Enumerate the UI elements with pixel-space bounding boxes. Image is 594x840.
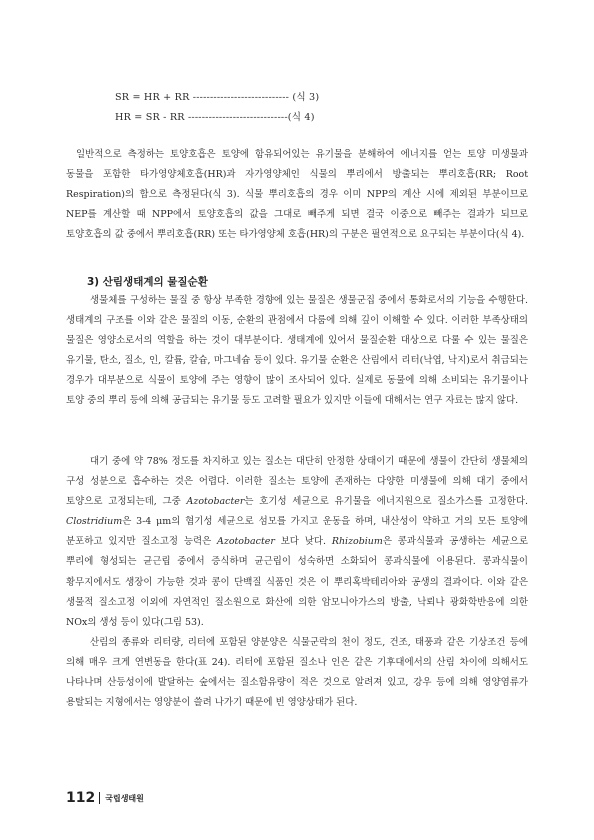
species-name: Rhizobium bbox=[331, 536, 383, 548]
paragraph-material-cycle: 생물체를 구성하는 물질 중 항상 부족한 경향에 있는 물질은 생물군집 중에서 통화로서의 기능을 수행한다. 생태계의 구조를 이와 같은 물질의 이동, 순환의 관점에서 다룸에 의해 깊이 이해할 수 있다. 이러한 부족상태의 물질은 영양소로서의 역할을 하는 것이 대부분이다. 생태계에 있어서 물질순환 대상으로 다룰 수 있는 물질은 유기물, 탄소, 질소, 인, 칼륨, 칼슘, 마그네슘 등이 있다. 유기물 순환은 산림에서 리터(낙엽, 낙지)로서 취급되는 경우가 대부분으로 식물이 토양에 주는 영향이 많이 조사되어 있다. 실제로 동물에 의해 소비되는 유기물이나 토양 중의 뿌리 등에 의해 공급되는 유기물 등도 고려할 필요가 있지만 이들에 대해서는 연구 자료는 많지 않다. bbox=[66, 295, 528, 407]
species-name: Azotobacter bbox=[186, 496, 245, 508]
paragraph-text: 보다 낮다. bbox=[274, 536, 332, 548]
footer-divider bbox=[99, 792, 100, 804]
paragraph-litter: 산림의 종류와 리터량, 리터에 포함된 양분양은 식물군락의 천이 정도, 건조, 태풍과 같은 기상조건 등에 의해 매우 크게 연변동을 한다(표 24). 리터에 포함된 질소나 인은 같은 기후대에서의 산림 차이에 의해서도 나타나며 산등성이에 발달하는 숲에서는 질소함유량이 적은 것으로 알려져 있고, 강우 등에 의해 영양염류가 용탈되는 지형에서는 영양분이 쓸려 나가기 때문에 빈 영양상태가 된다. bbox=[66, 637, 528, 709]
paragraph-soil-respiration: 일반적으로 측정하는 토양호흡은 토양에 함유되어있는 유기물을 분해하여 에너지를 얻는 토양 미생물과 동물을 포함한 타가영양체호흡(HR)과 자가영양체인 식물의 뿌리에서 방출되는 뿌리호흡(RR; Root Respiration)의 합으로 측정된다(식 3). 식물 뿌리호흡의 경우 이미 NPP의 계산 시에 제외된 부분이므로 NEP를 계산할 때 NPP에서 토양호흡의 값을 그대로 빼주게 되면 결국 이중으로 빼주는 결과가 되므로 토양호흡의 값 중에서 뿌리호흡(RR) 또는 타가영양체 호흡(HR)의 구분은 필연적으로 요구되는 부분이다(식 4). bbox=[66, 149, 528, 241]
section-heading: 3) 산림생태계의 물질순환 bbox=[87, 276, 208, 288]
paragraph-text: 는 호기성 세균으로 유기물을 에너지원으로 질소가스를 고정한다. bbox=[244, 496, 528, 508]
species-name: Clostridium bbox=[66, 516, 123, 528]
page-footer bbox=[66, 790, 144, 806]
publisher-name: 국립생태원 bbox=[105, 793, 144, 803]
paragraph-text: 은 콩과식물과 공생하는 세균으로 뿌리에 형성되는 균근립 중에서 증식하며 균근립이 성숙하면 소화되어 콩과식물에 이용된다. 콩과식물이 황무지에서도 생장이 가능한 것과 콩이 단백질 식품인 것은 이 뿌리혹박테리아와 공생의 결과이다. 이와 같은 생물적 질소고정 이외에 자연적인 질소원으로 화산에 의한 암모니아가스의 방출, 낙뢰나 광화학반응에 의한 NOx의 생성 등이 있다(그림 53). bbox=[66, 536, 529, 628]
equation-3: SR = HR + RR ---------------------------- (식 3) bbox=[115, 92, 320, 103]
equation-4: HR = SR - RR -----------------------------(식 4) bbox=[115, 112, 315, 123]
species-name: Azotobacter bbox=[217, 536, 275, 548]
page-number: 112 bbox=[66, 790, 96, 806]
paragraph-text: 은 3-4 μm의 혐기성 세균으로 섬모를 가지고 운동을 하며, 내산성이 약하고 거의 모든 토양에 분포하고 있지만 질소고정 능력은 bbox=[66, 516, 528, 548]
paragraph-nitrogen-fixation bbox=[66, 452, 528, 633]
paragraph-text: 대기 중에 약 78% 정도를 차지하고 있는 질소는 대단히 안정한 상태이기 때문에 생물이 간단히 생물체의 구성 성분으로 흡수하는 것은 어렵다. 이러한 질소는 토양에 존재하는 다양한 미생물에 의해 대기 중에서 토양으로 고정되는데, 그중 bbox=[66, 456, 528, 508]
